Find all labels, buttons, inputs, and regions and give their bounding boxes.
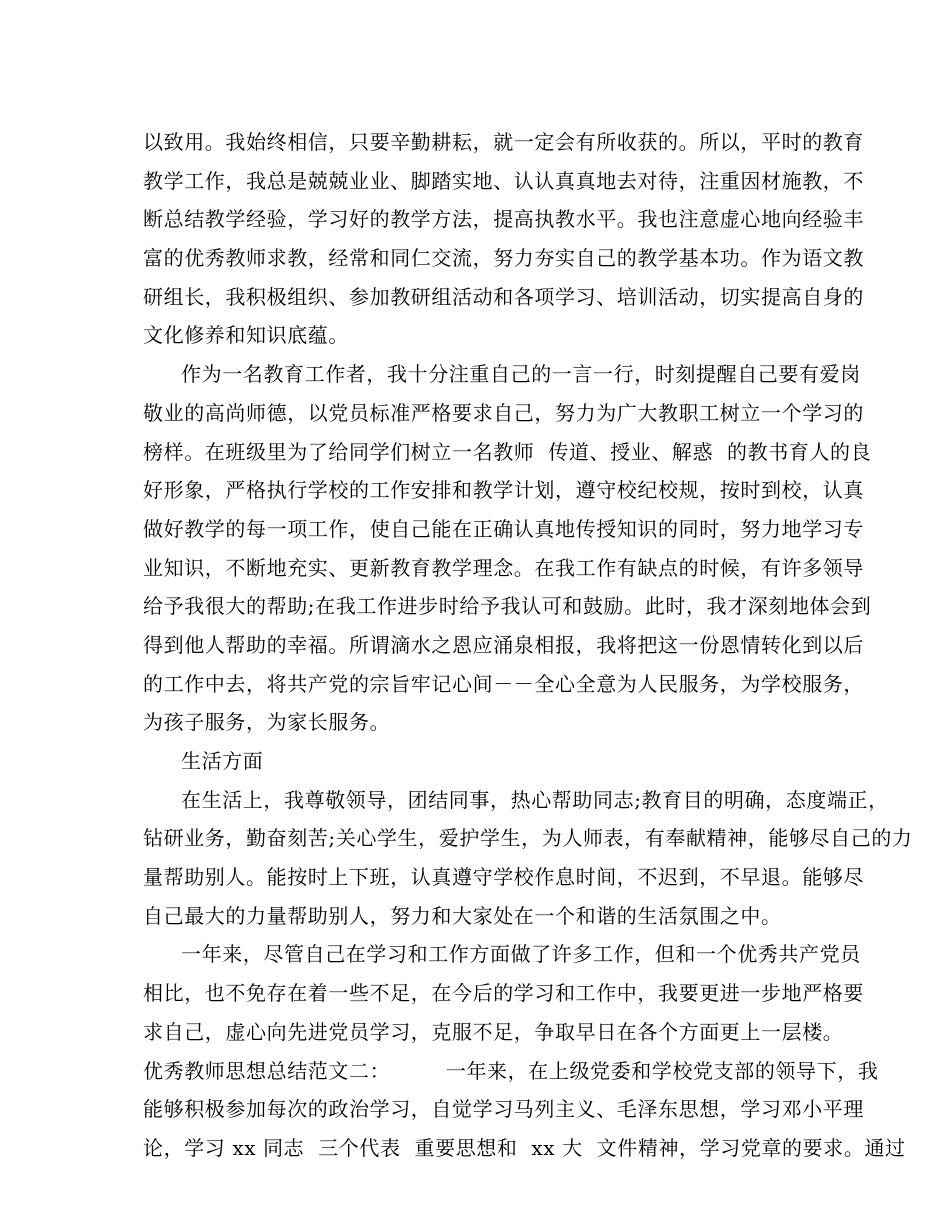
text-line: 的工作中去，将共产党的宗旨牢记心间－－全心全意为人民服务，为学校服务，	[143, 671, 864, 696]
text-line: 富的优秀教师求教，经常和同仁交流，努力夯实自己的教学基本功。作为语文教	[143, 246, 864, 271]
text-line: 文化修养和知识底蕴。	[143, 323, 349, 348]
text-line: 论，学习 xx 同志 三个代表 重要思想和 xx 大 文件精神，学习党章的要求。通过	[143, 1135, 906, 1160]
paragraph-first-line: 作为一名教育工作者，我十分注重自己的一言一行，时刻提醒自己要有爱岗	[181, 362, 861, 387]
text-line: 能够积极参加每次的政治学习，自觉学习马列主义、毛泽东思想，学习邓小平理	[143, 1097, 864, 1122]
text-line: 教学工作，我总是兢兢业业、脚踏实地、认认真真地去对待，注重因材施教，不	[143, 168, 864, 193]
text-line: 得到他人帮助的幸福。所谓滴水之恩应涌泉相报，我将把这一份恩情转化到以后	[143, 632, 864, 657]
text-line: 求自己，虚心向先进党员学习，克服不足，争取早日在各个方面更上一层楼。	[143, 1019, 844, 1044]
text-line: 给予我很大的帮助;在我工作进步时给予我认可和鼓励。此时，我才深刻地体会到	[143, 594, 872, 619]
text-line: 业知识，不断地充实、更新教育教学理念。在我工作有缺点的时候，有许多领导	[143, 555, 864, 580]
section-heading: 生活方面	[181, 749, 264, 773]
text-line: 量帮助别人。能按时上下班，认真遵守学校作息时间，不迟到，不早退。能够尽	[143, 865, 864, 890]
text-line: 做好教学的每一项工作，使自己能在正确认真地传授知识的同时，努力地学习专	[143, 516, 864, 541]
sample-title-line: 优秀教师思想总结范文二： 一年来，在上级党委和学校党支部的领导下，我	[143, 1058, 879, 1083]
paragraph-first-line: 在生活上，我尊敬领导，团结同事，热心帮助同志;教育目的明确，态度端正，	[181, 787, 889, 812]
text-line: 自己最大的力量帮助别人，努力和大家处在一个和谐的生活氛围之中。	[143, 903, 782, 928]
text-line: 敬业的高尚师德，以党员标准严格要求自己，努力为广大教职工树立一个学习的	[143, 400, 864, 425]
text-line: 榜样。在班级里为了给同学们树立一名教师 传道、授业、解惑 的教书育人的良	[143, 439, 872, 464]
text-line: 相比，也不免存在着一些不足，在今后的学习和工作中，我要更进一步地严格要	[143, 981, 864, 1006]
text-line: 研组长，我积极组织、参加教研组活动和各项学习、培训活动，切实提高自身的	[143, 284, 864, 309]
text-line: 断总结教学经验，学习好的教学方法，提高执教水平。我也注意虚心地向经验丰	[143, 207, 864, 232]
text-line: 钻研业务，勤奋刻苦;关心学生，爱护学生，为人师表，有奉献精神，能够尽自己的力	[143, 826, 913, 851]
paragraph-first-line: 一年来，尽管自己在学习和工作方面做了许多工作，但和一个优秀共产党员	[181, 942, 861, 967]
text-line: 以致用。我始终相信，只要辛勤耕耘，就一定会有所收获的。所以，平时的教育	[143, 130, 864, 154]
text-line: 为孩子服务，为家长服务。	[143, 710, 391, 735]
document-body	[143, 123, 913, 1168]
text-line: 好形象，严格执行学校的工作安排和教学计划，遵守校纪校规，按时到校，认真	[143, 478, 864, 503]
